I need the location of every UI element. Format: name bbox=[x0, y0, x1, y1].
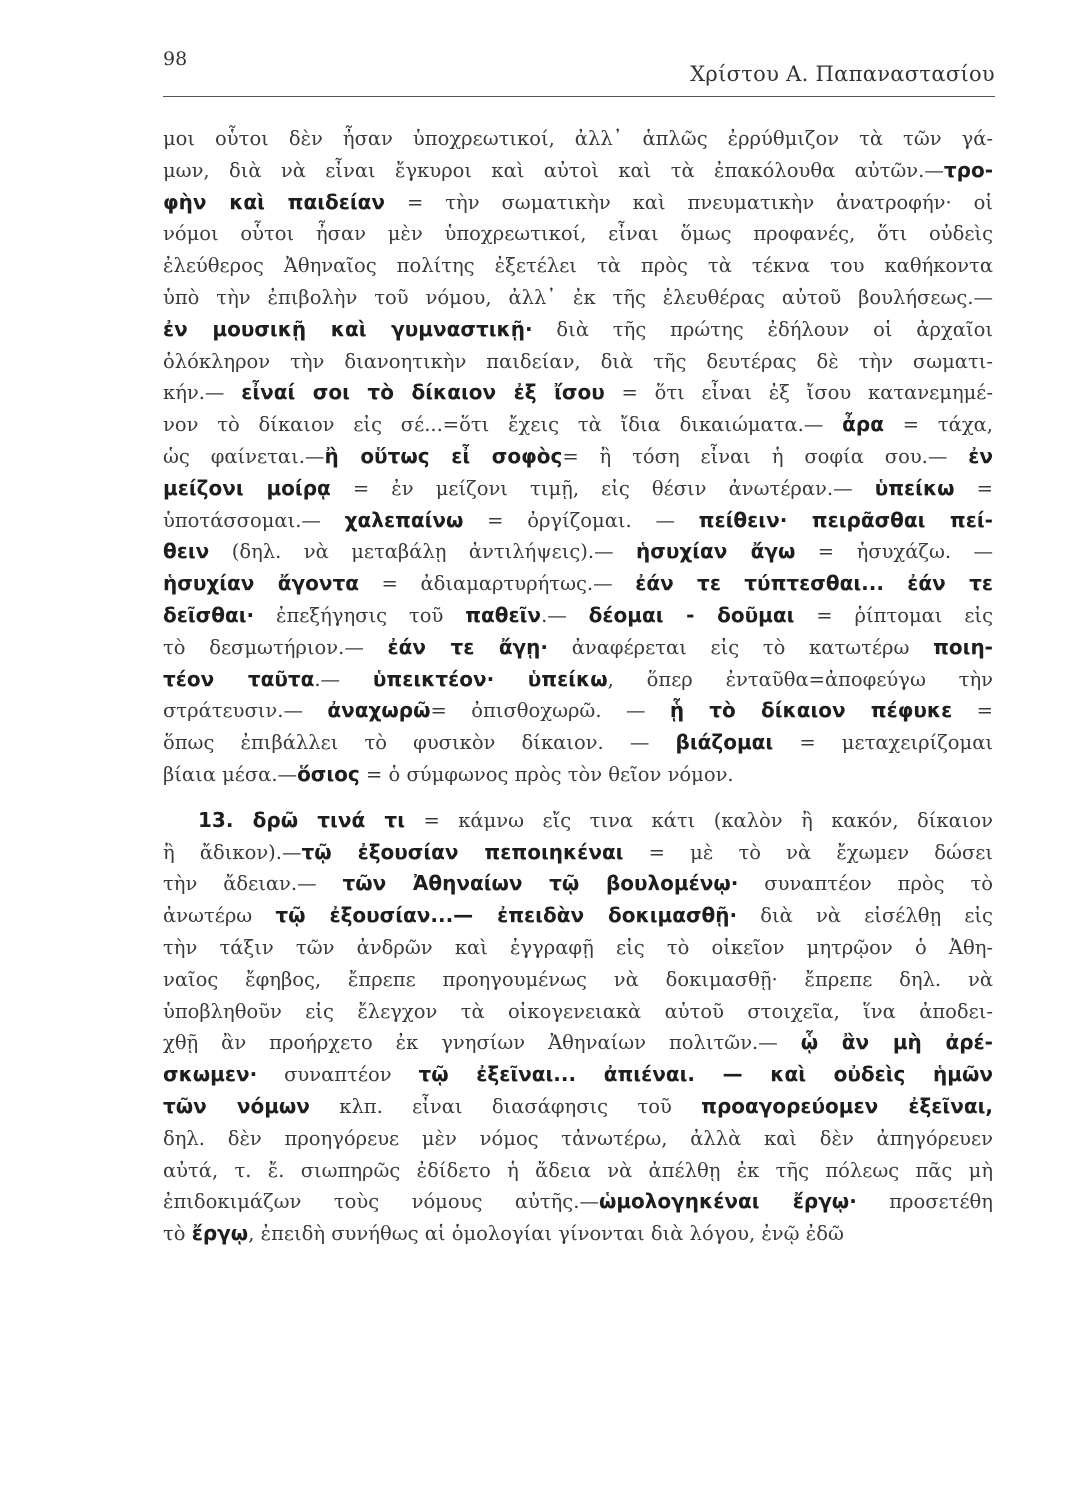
bold-lemma: παθεῖν bbox=[465, 602, 542, 627]
bold-lemma: δέομαι - δοῦμαι bbox=[588, 602, 795, 627]
text-line bbox=[163, 805, 993, 837]
text-span: στράτευσιν.— bbox=[163, 699, 328, 723]
bold-lemma: χαλεπαίνω bbox=[344, 507, 464, 532]
bold-lemma: ὅσιος bbox=[297, 761, 360, 786]
running-header bbox=[163, 44, 995, 97]
text-line bbox=[163, 377, 993, 409]
text-span: = bbox=[954, 476, 993, 500]
bold-lemma: θειν bbox=[163, 539, 210, 564]
text-span: ἐπεξήγησις τοῦ bbox=[254, 603, 466, 627]
bold-lemma: τῷ ἐξουσίαν...— ἐπειδὰν δοκιμασθῇ· bbox=[275, 903, 738, 928]
text-span: ὡς φαίνεται.— bbox=[163, 444, 325, 468]
text-span: δηλ. δὲν προηγόρευε μὲν νόμος τἀνωτέρω, ἀλλὰ καὶ δὲν ἀπηγόρευεν bbox=[163, 1126, 993, 1150]
text-span: ἀναφέρεται εἰς τὸ κατωτέρω bbox=[548, 635, 934, 659]
text-span: προσετέθη bbox=[856, 1190, 993, 1214]
bold-lemma: ἔργῳ bbox=[191, 1221, 249, 1246]
text-span: = ἢ τόση εἶναι ἡ σοφία σου.— bbox=[562, 444, 969, 468]
text-line bbox=[163, 250, 993, 282]
text-line bbox=[163, 155, 993, 187]
text-line bbox=[163, 409, 993, 441]
text-line bbox=[163, 314, 993, 346]
text-span: (δηλ. νὰ μεταβάλῃ ἀντιλήψεις).— bbox=[209, 540, 637, 564]
text-line bbox=[163, 1059, 993, 1091]
text-span: διὰ νὰ εἰσέλθῃ εἰς bbox=[737, 904, 993, 928]
bold-lemma: μείζονι μοίρᾳ bbox=[163, 475, 331, 500]
text-line bbox=[163, 632, 993, 664]
text-line bbox=[163, 536, 993, 568]
bold-lemma: ἆρα bbox=[842, 412, 884, 437]
text-line bbox=[163, 727, 993, 759]
bold-lemma: δεῖσθαι· bbox=[163, 602, 255, 627]
text-span: = ὅτι εἶναι ἐξ ἴσου κατανεμημέ- bbox=[604, 381, 993, 405]
bold-lemma: ἢ οὕτως εἶ σοφὸς bbox=[324, 443, 563, 468]
text-span: αὐτά, τ. ἔ. σιωπηρῶς ἐδίδετο ἡ ἄδεια νὰ ἀπέλθῃ ἐκ τῆς πόλεως πᾶς μὴ bbox=[163, 1158, 993, 1182]
bold-lemma: ἐν bbox=[968, 443, 994, 468]
page-number: 98 bbox=[163, 48, 188, 70]
text-line bbox=[163, 900, 993, 932]
bold-lemma: ἀναχωρῶ bbox=[327, 698, 431, 723]
text-span: , ὅπερ ἐνταῦθα=ἀποφεύγω τὴν bbox=[607, 667, 993, 691]
text-span: = τάχα, bbox=[883, 413, 994, 437]
text-span: τὴν ἄδειαν.— bbox=[163, 872, 343, 896]
text-span: = κάμνω εἴς τινα κάτι (καλὸν ἢ κακόν, δίκαιον bbox=[405, 808, 994, 832]
bold-lemma: τέον ταῦτα bbox=[163, 666, 315, 691]
bold-lemma: ᾧ ἂν μὴ ἀρέ- bbox=[800, 1030, 993, 1055]
text-span: = ὀπισθοχωρῶ. — bbox=[430, 699, 670, 723]
bold-lemma: ὑπείκω bbox=[874, 475, 955, 500]
text-line bbox=[163, 1218, 993, 1250]
bold-lemma: τρο- bbox=[943, 157, 993, 182]
text-span: κλπ. εἶναι διασάφησις τοῦ bbox=[309, 1094, 702, 1118]
text-line bbox=[163, 664, 993, 696]
text-span: ὅπως ἐπιβάλλει τὸ φυσικὸν δίκαιον. — bbox=[163, 731, 676, 755]
text-line bbox=[163, 996, 993, 1028]
text-line bbox=[163, 759, 993, 791]
paragraph bbox=[163, 123, 993, 791]
text-span: ἀνωτέρω bbox=[163, 904, 276, 928]
text-line bbox=[163, 123, 993, 155]
bold-lemma: φὴν καὶ παιδείαν bbox=[163, 189, 386, 214]
text-line bbox=[163, 695, 993, 727]
text-span: = ῥίπτομαι εἰς bbox=[794, 603, 993, 627]
text-span: .— bbox=[541, 603, 589, 627]
bold-lemma: ἐν μουσικῇ καὶ γυμναστικῇ· bbox=[163, 316, 533, 341]
text-span: κήν.— bbox=[163, 381, 242, 405]
text-span: = τὴν σωματικὴν καὶ πνευματικὴν ἀνατροφήν· οἱ bbox=[385, 190, 993, 214]
bold-lemma: εἶναί σοι τὸ δίκαιον ἐξ ἴσου bbox=[241, 380, 605, 405]
text-span: τὸ δεσμωτήριον.— bbox=[163, 635, 388, 659]
text-span: = ὀργίζομαι. — bbox=[463, 508, 699, 532]
text-line bbox=[163, 1091, 993, 1123]
text-span: μων, διὰ νὰ εἶναι ἔγκυροι καὶ αὐτοὶ καὶ τὰ ἐπακόλουθα αὐτῶν.— bbox=[163, 158, 944, 182]
text-span: ἢ ἄδικον).— bbox=[163, 840, 302, 864]
text-span: ὁλόκληρον τὴν διανοητικὴν παιδείαν, διὰ τῆς δευτέρας δὲ τὴν σωματι- bbox=[163, 349, 993, 373]
text-span: , ἐπειδὴ συνήθως αἱ ὁμολογίαι γίνονται διὰ λόγου, ἐνῷ ἐδῶ bbox=[248, 1222, 844, 1246]
text-line bbox=[163, 868, 993, 900]
text-span: νον τὸ δίκαιον εἰς σέ...=ὅτι ἔχεις τὰ ἴδια δικαιώματα.— bbox=[163, 413, 843, 437]
text-span: .— bbox=[314, 667, 373, 691]
bold-lemma: σκωμεν· bbox=[163, 1062, 258, 1087]
text-span: συναπτέον πρὸς τὸ bbox=[738, 872, 993, 896]
text-line bbox=[163, 837, 993, 869]
text-line bbox=[163, 1123, 993, 1155]
text-span: βίαια μέσα.— bbox=[163, 762, 298, 786]
text-span: = ὁ σύμφωνος πρὸς τὸν θεῖον νόμον. bbox=[359, 762, 734, 786]
text-span: τὸ bbox=[163, 1222, 192, 1246]
bold-lemma: βιάζομαι bbox=[675, 730, 774, 755]
text-line bbox=[163, 441, 993, 473]
bold-lemma: ἐάν τε ἄγῃ· bbox=[387, 634, 549, 659]
bold-lemma: ᾗ τὸ δίκαιον πέφυκε bbox=[669, 698, 953, 723]
text-span: ὑποτάσσομαι.— bbox=[163, 508, 345, 532]
text-line bbox=[163, 932, 993, 964]
text-span: = bbox=[952, 699, 993, 723]
text-span: νόμοι οὗτοι ἦσαν μὲν ὑποχρεωτικοί, εἶναι ὅμως προφανές, ὅτι οὐδεὶς bbox=[163, 222, 993, 246]
bold-lemma: ὡμολογηκέναι ἔργῳ· bbox=[598, 1189, 857, 1214]
bold-lemma: προαγορεύομεν ἐξεῖναι, bbox=[701, 1093, 993, 1118]
bold-lemma: τῶν νόμων bbox=[163, 1093, 310, 1118]
paragraph bbox=[163, 805, 993, 1250]
text-span: ὑποβληθοῦν εἰς ἔλεγχον τὰ οἰκογενειακὰ αὐτοῦ στοιχεῖα, ἵνα ἀποδει- bbox=[163, 999, 993, 1023]
text-line bbox=[163, 1027, 993, 1059]
text-span: ἐλεύθερος Ἀθηναῖος πολίτης ἐξετέλει τὰ πρὸς τὰ τέκνα του καθήκοντα bbox=[163, 254, 993, 278]
text-line bbox=[163, 600, 993, 632]
paragraph-gap bbox=[163, 791, 993, 805]
text-span: = μεταχειρίζομαι bbox=[773, 731, 994, 755]
bold-lemma: τῶν Ἀθηναίων τῷ βουλομένῳ· bbox=[342, 871, 739, 896]
text-line bbox=[163, 568, 993, 600]
text-span: συναπτέον bbox=[257, 1063, 419, 1087]
text-span: διὰ τῆς πρώτης ἐδήλουν οἱ ἀρχαῖοι bbox=[532, 317, 993, 341]
text-line bbox=[163, 1186, 993, 1218]
text-line bbox=[163, 505, 993, 537]
text-span: ὑπὸ τὴν ἐπιβολὴν τοῦ νόμου, ἀλλ᾽ ἐκ τῆς ἐλευθέρας αὐτοῦ βουλήσεως.— bbox=[163, 285, 993, 309]
bold-lemma: τῷ ἐξουσίαν πεποιηκέναι bbox=[301, 839, 624, 864]
bold-lemma: ἐάν τε τύπτεσθαι... ἐάν τε bbox=[635, 571, 994, 596]
running-title: Χρίστου Α. Παπαναστασίου bbox=[690, 62, 995, 86]
text-span: = ἡσυχάζω. — bbox=[795, 540, 994, 564]
text-line bbox=[163, 187, 993, 219]
text-line bbox=[163, 346, 993, 378]
bold-lemma: πείθειν· πειρᾶσθαι πεί- bbox=[698, 507, 993, 532]
text-line bbox=[163, 1155, 993, 1187]
bold-lemma: ὑπεικτέον· ὑπείκω bbox=[372, 666, 608, 691]
bold-lemma: ἡσυχίαν ἄγω bbox=[636, 539, 796, 564]
text-span: = ἀδιαμαρτυρήτως.— bbox=[358, 572, 636, 596]
text-span: χθῇ ἂν προήρχετο ἐκ γνησίων Ἀθηναίων πολιτῶν.— bbox=[163, 1031, 801, 1055]
bold-lemma: τῷ ἐξεῖναι... ἀπιέναι. — καὶ οὐδεὶς ἡμῶν bbox=[418, 1062, 993, 1087]
text-line bbox=[163, 282, 993, 314]
text-span: ἐπιδοκιμάζων τοὺς νόμους αὐτῆς.— bbox=[163, 1190, 599, 1214]
text-line bbox=[163, 964, 993, 996]
text-span: = μὲ τὸ νὰ ἔχωμεν δώσει bbox=[623, 840, 994, 864]
commentary-body bbox=[163, 123, 993, 1250]
text-line bbox=[163, 218, 993, 250]
text-span: ναῖος ἔφηβος, ἔπρεπε προηγουμένως νὰ δοκιμασθῇ· ἔπρεπε δηλ. νὰ bbox=[163, 967, 993, 991]
text-span: μοι οὗτοι δὲν ἦσαν ὑποχρεωτικοί, ἀλλ᾽ ἁπλῶς ἐρρύθμιζον τὰ τῶν γά- bbox=[163, 127, 993, 150]
text-line bbox=[163, 473, 993, 505]
text-span: = ἐν μείζονι τιμῇ, εἰς θέσιν ἀνωτέραν.— bbox=[330, 476, 875, 500]
bold-lemma: ἡσυχίαν ἄγοντα bbox=[163, 571, 359, 596]
text-span: τὴν τάξιν τῶν ἀνδρῶν καὶ ἐγγραφῇ εἰς τὸ οἰκεῖον μητρῷον ὁ Ἀθη- bbox=[163, 935, 993, 959]
bold-lemma: 13. δρῶ τινά τι bbox=[198, 807, 405, 832]
bold-lemma: ποιη- bbox=[933, 634, 993, 659]
